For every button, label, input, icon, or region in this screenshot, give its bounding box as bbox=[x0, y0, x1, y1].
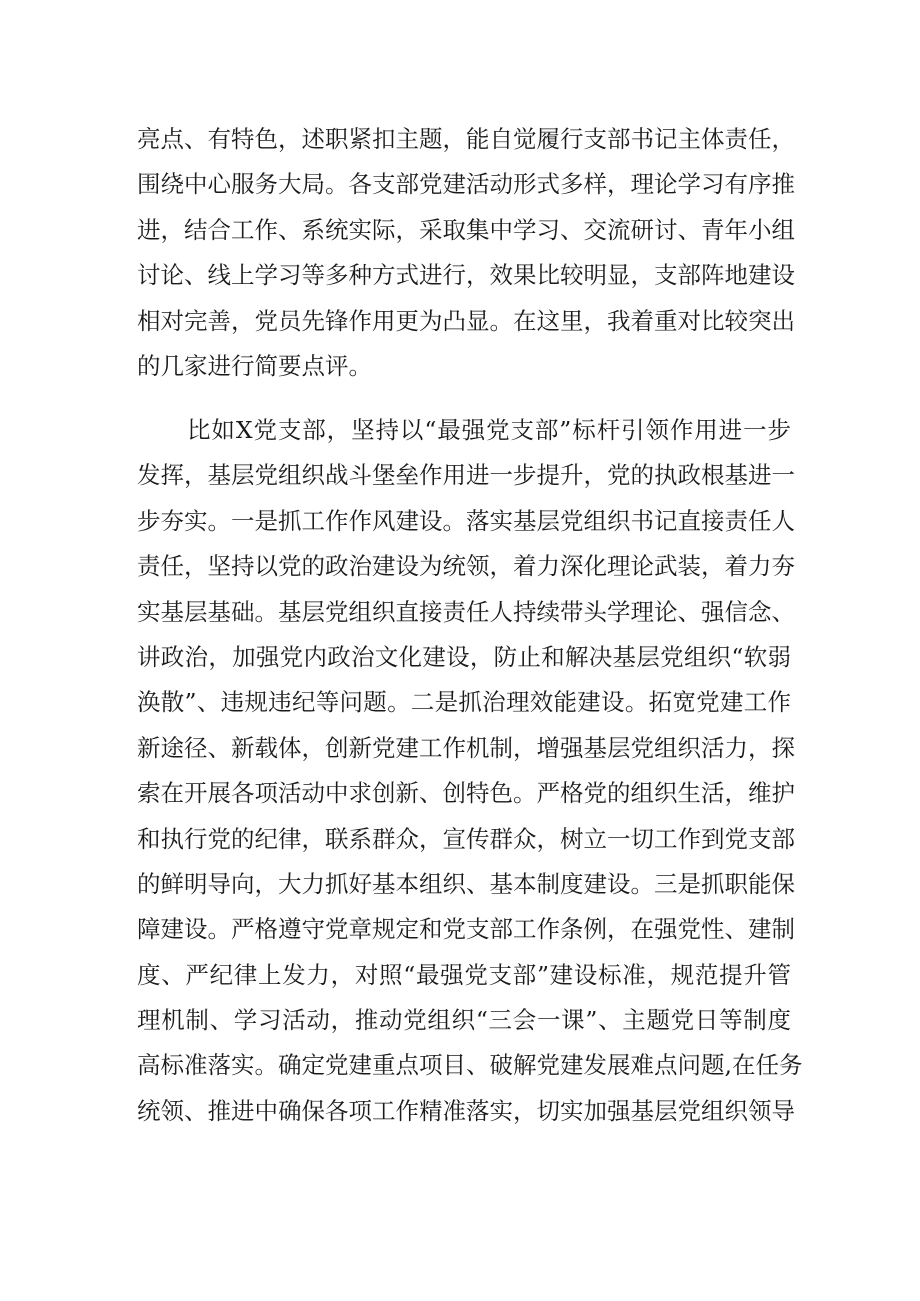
text-line: 度、严纪律上发力，对照“最强党支部”建设标准，规范提升管 bbox=[137, 960, 791, 989]
text-line: 的鲜明导向，大力抓好基本组织、基本制度建设。三是抓职能保 bbox=[137, 869, 795, 898]
text-line: 涣散”、违规违纪等问题。二是抓治理效能建设。拓宽党建工作 bbox=[137, 688, 791, 717]
paragraph-x-party-branch bbox=[137, 408, 803, 1134]
text-line: 讨论、线上学习等多种方式进行，效果比较明显，支部阵地建设 bbox=[137, 261, 795, 290]
text-line: 亮点、有特色，述职紧扣主题，能自觉履行支部书记主体责任， bbox=[137, 125, 795, 153]
paragraph-continued bbox=[137, 117, 795, 389]
text-line: 和执行党的纪律，联系群众，宣传群众，树立一切工作到党支部 bbox=[137, 824, 795, 853]
text-line: 实基层基础。基层党组织直接责任人持续带头学理论、强信念、 bbox=[137, 597, 795, 626]
text-line: 索在开展各项活动中求创新、创特色。严格党的组织生活，维护 bbox=[137, 779, 795, 808]
text-line: 的几家进行简要点评。 bbox=[137, 351, 372, 380]
text-line: 统领、推进中确保各项工作精准落实，切实加强基层党组织领导 bbox=[137, 1096, 795, 1125]
text-line: 障建设。严格遵守党章规定和党支部工作条例，在强党性、建制 bbox=[137, 915, 795, 944]
text-line: 责任，坚持以党的政治建设为统领，着力深化理论武装，着力夯 bbox=[137, 552, 795, 581]
text-line: 围绕中心服务大局。各支部党建活动形式多样，理论学习有序推 bbox=[137, 170, 795, 199]
text-line: 讲政治，加强党内政治文化建设，防止和解决基层党组织“软弱 bbox=[137, 642, 791, 671]
text-line: 高标准落实。确定党建重点项目、破解党建发展难点问题,在任务 bbox=[137, 1051, 803, 1080]
text-line: 理机制、学习活动，推动党组织“三会一课”、主题党日等制度 bbox=[137, 1006, 791, 1035]
text-line: 新途径、新载体，创新党建工作机制，增强基层党组织活力，探 bbox=[137, 733, 795, 762]
text-line: 相对完善，党员先锋作用更为凸显。在这里，我着重对比较突出 bbox=[137, 306, 795, 335]
text-line: 步夯实。一是抓工作作风建设。落实基层党组织书记直接责任人 bbox=[137, 506, 795, 535]
text-line: 比如X党支部，坚持以“最强党支部”标杆引领作用进一步 bbox=[187, 416, 791, 444]
text-line: 进，结合工作、系统实际，采取集中学习、交流研讨、青年小组 bbox=[137, 215, 795, 244]
text-line: 发挥，基层党组织战斗堡垒作用进一步提升，党的执政根基进一 bbox=[137, 461, 795, 490]
